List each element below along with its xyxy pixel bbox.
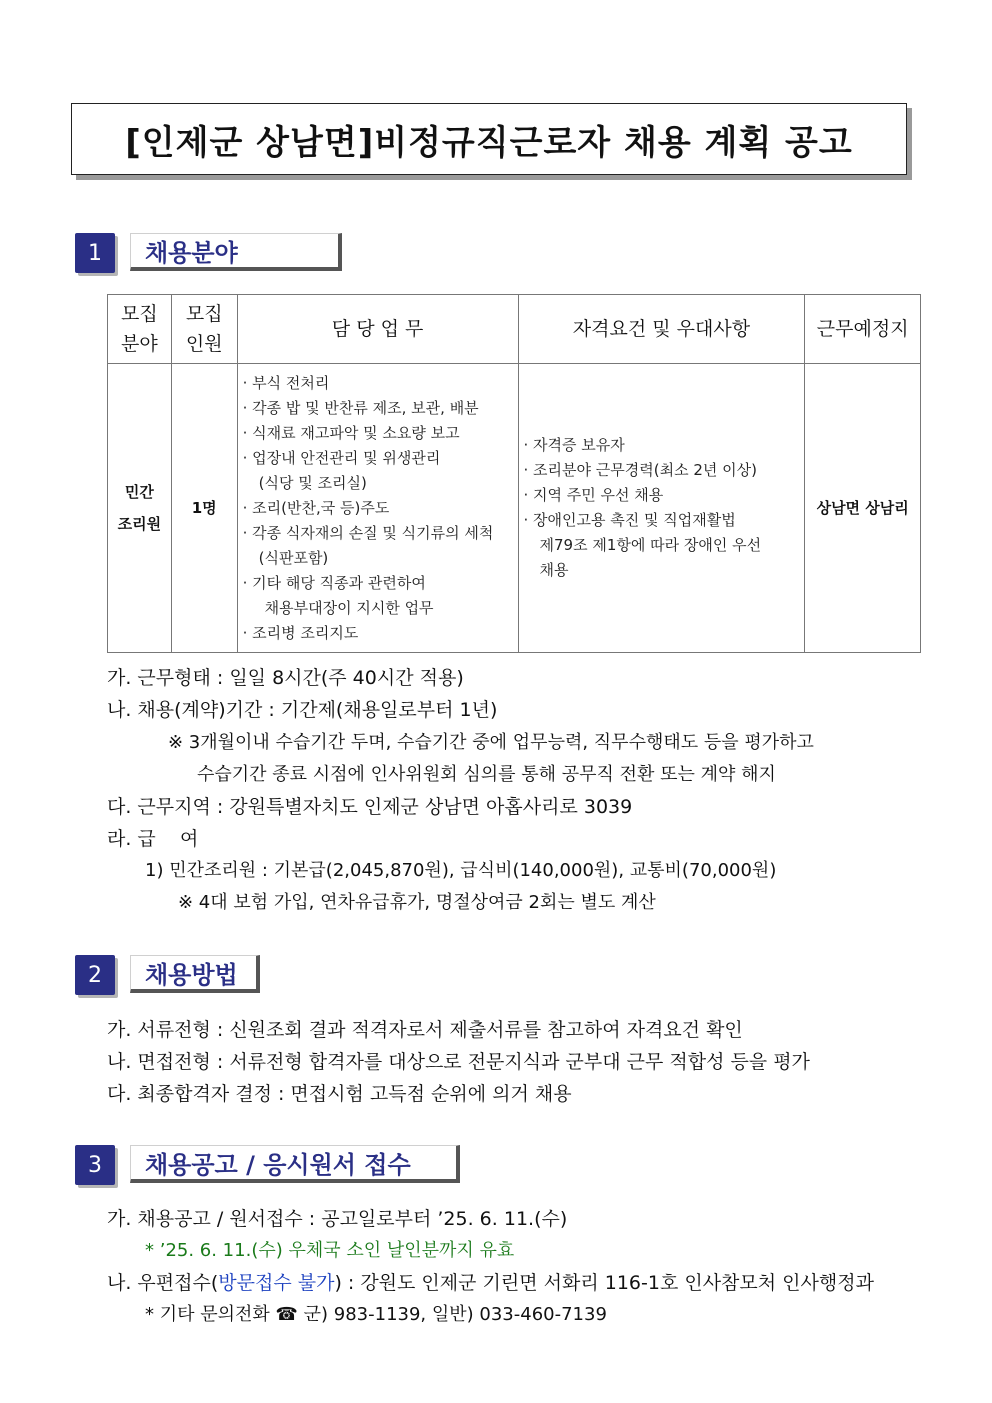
s1-line-probation-note: ※ 3개월이내 수습기간 두며, 수습기간 중에 업무능력, 직무수행태도 등을 평가하고 (168, 732, 814, 753)
recruitment-table (107, 294, 921, 653)
cell-qualifications (518, 364, 805, 653)
duties-list (239, 371, 517, 646)
s1-line-period: 나. 채용(계약)기간 : 기간제(채용일로부터 1년) (107, 699, 498, 721)
duty-item: · 업장내 안전관리 및 위생관리 (242, 448, 441, 467)
duty-item: · 기타 해당 직종과 관련하여 (242, 573, 426, 592)
table-header-row (108, 295, 921, 364)
header-qualifications: 자격요건 및 우대사항 (518, 295, 805, 364)
qualification-item: · 장애인고용 촉진 및 직업재활법 (523, 511, 736, 529)
mail-submission-prefix: 나. 우편접수( (107, 1272, 219, 1294)
header-field-line1: 모집 (121, 303, 158, 325)
s1-line-salary-detail: 1) 민간조리원 : 기본급(2,045,870원), 급식비(140,000원), 교통비(70,000원) (145, 860, 777, 881)
duty-item: (식판포함) (258, 548, 329, 567)
cell-field (108, 364, 172, 653)
section-1-title: 채용분야 (130, 233, 342, 271)
no-visit-notice: 방문접수 불가 (218, 1272, 335, 1294)
title-box (71, 103, 907, 175)
section-2-title: 채용방법 (130, 955, 260, 993)
cell-location: 상남면 상남리 (805, 364, 921, 653)
cell-field-line2: 조리원 (117, 515, 162, 533)
table-row (108, 364, 921, 653)
s3-line-contact: * 기타 문의전화 ☎ 군) 983-1139, 일반) 033-460-7139 (145, 1304, 607, 1325)
qualification-item: 제79조 제1항에 따라 장애인 우선 (539, 536, 762, 554)
qualification-item: 채용 (539, 561, 569, 579)
section-3-number: 3 (75, 1145, 115, 1185)
s1-line-location: 다. 근무지역 : 강원특별자치도 인제군 상남면 아홉사리로 3039 (107, 796, 633, 818)
section-3-title: 채용공고 / 응시원서 접수 (130, 1145, 460, 1183)
section-1-number: 1 (75, 233, 115, 273)
section-2-number: 2 (75, 955, 115, 995)
duty-item: 채용부대장이 지시한 업무 (264, 598, 434, 617)
s1-line-probation-note-2: 수습기간 종료 시점에 인사위원회 심의를 통해 공무직 전환 또는 계약 해지 (197, 764, 776, 785)
s3-line-mail-submission (107, 1268, 874, 1295)
header-location: 근무예정지 (805, 295, 921, 364)
qualification-item: · 조리분야 근무경력(최소 2년 이상) (523, 461, 757, 479)
s1-line-salary-heading: 라. 급 여 (107, 828, 199, 850)
s3-line-announcement: 가. 채용공고 / 원서접수 : 공고일로부터 ’25. 6. 11.(수) (107, 1208, 568, 1230)
duty-item: (식당 및 조리실) (258, 473, 367, 492)
s1-line-work-type: 가. 근무형태 : 일일 8시간(주 40시간 적용) (107, 667, 464, 689)
s3-line-postmark-note: * ’25. 6. 11.(수) 우체국 소인 날인분까지 유효 (145, 1240, 515, 1261)
header-count (171, 295, 237, 364)
header-count-line1: 모집 (185, 303, 223, 325)
duty-item: · 각종 식자재의 손질 및 식기류의 세척 (242, 523, 494, 542)
cell-field-line1: 민간 (124, 483, 154, 501)
s2-line-final-decision: 다. 최종합격자 결정 : 면접시험 고득점 순위에 의거 채용 (107, 1083, 572, 1105)
s1-line-salary-note: ※ 4대 보험 가입, 연차유급휴가, 명절상여금 2회는 별도 계산 (178, 892, 656, 913)
cell-duties (237, 364, 518, 653)
cell-count: 1명 (171, 364, 237, 653)
duty-item: · 부식 전처리 (242, 373, 330, 392)
mail-submission-address: ) : 강원도 인제군 기린면 서화리 116-1호 인사참모처 인사행정과 (334, 1272, 874, 1294)
duty-item: · 조리병 조리지도 (242, 623, 359, 642)
qualifications-list (520, 433, 804, 583)
duty-item: · 조리(반찬,국 등)주도 (242, 498, 390, 517)
qualification-item: · 자격증 보유자 (523, 436, 625, 454)
header-field-line2: 분야 (121, 333, 158, 355)
qualification-item: · 지역 주민 우선 채용 (523, 486, 664, 504)
header-field (108, 295, 172, 364)
duty-item: · 식재료 재고파악 및 소요량 보고 (242, 423, 460, 442)
s2-line-interview: 나. 면접전형 : 서류전형 합격자를 대상으로 전문지식과 군부대 근무 적합성 등을 평가 (107, 1051, 810, 1073)
duty-item: · 각종 밥 및 반찬류 제조, 보관, 배분 (242, 398, 479, 417)
s2-line-document-screening: 가. 서류전형 : 신원조회 결과 적격자로서 제출서류를 참고하여 자격요건 확인 (107, 1019, 743, 1041)
header-count-line2: 인원 (185, 333, 223, 355)
header-duties: 담 당 업 무 (237, 295, 518, 364)
page-title: [인제군 상남면]비정규직근로자 채용 계획 공고 (125, 122, 853, 163)
